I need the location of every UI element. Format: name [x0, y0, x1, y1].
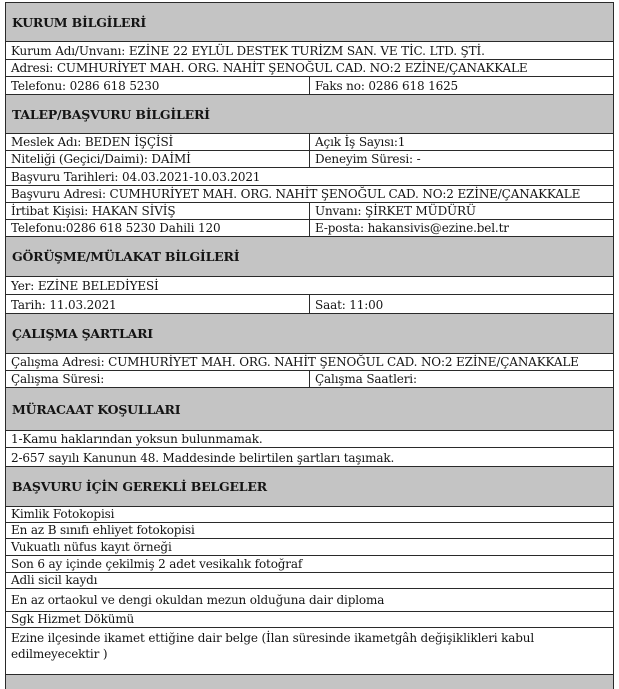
table-row	[6, 168, 613, 186]
gorusme-yer: Yer: EZİNE BELEDİYESİ	[11, 279, 159, 293]
basvuru-adresi: Başvuru Adresi: CUMHURİYET MAH. ORG. NAHİT ŞENOĞUL CAD. NO:2 EZİNE/ÇANAKKALE	[11, 187, 581, 201]
table-row	[6, 295, 613, 314]
kurum-adi: Kurum Adı/Unvanı: EZİNE 22 EYLÜL DESTEK TURİZM SAN. VE TİC. LTD. ŞTİ.	[11, 44, 485, 58]
meslek-adi: Meslek Adı: BEDEN İŞÇİSİ	[6, 134, 310, 150]
section-header-gorusme: GÖRÜŞME/MÜLAKAT BİLGİLERİ	[6, 237, 613, 277]
list-item	[6, 612, 613, 628]
belge-item: En az ortaokul ve dengi okuldan mezun olduğuna dair diploma	[11, 592, 385, 607]
table-row	[6, 220, 613, 237]
irtibat-kisisi: İrtibat Kişisi: HAKAN SİVİŞ	[6, 203, 310, 219]
list-item	[6, 523, 613, 539]
belge-item: Vukuatlı nüfus kayıt örneği	[11, 540, 172, 554]
muracaat-item: 1-Kamu haklarından yoksun bulunmamak.	[11, 432, 263, 446]
acik-is-sayisi: Açık İş Sayısı:1	[315, 135, 406, 149]
table-row	[6, 203, 613, 220]
basvuru-tarihleri: Başvuru Tarihleri: 04.03.2021-10.03.2021	[11, 170, 261, 184]
list-item	[6, 507, 613, 523]
list-item	[6, 556, 613, 573]
table-row	[6, 77, 613, 95]
gorusme-tarih: Tarih: 11.03.2021	[6, 295, 310, 313]
calisma-suresi: Çalışma Süresi:	[6, 371, 310, 387]
section-header-muracaat: MÜRACAAT KOŞULLARI	[6, 388, 613, 431]
table-row	[6, 151, 613, 168]
niteligi: Niteliği (Geçici/Daimi): DAİMİ	[6, 151, 310, 167]
talep-telefon: Telefonu:0286 618 5230 Dahili 120	[6, 220, 310, 236]
section-header-talep: TALEP/BAŞVURU BİLGİLERİ	[6, 95, 613, 134]
list-item	[6, 628, 613, 675]
belge-item: Sgk Hizmet Dökümü	[11, 612, 135, 626]
job-posting-form	[5, 2, 614, 689]
section-header-kurum: KURUM BİLGİLERİ	[6, 3, 613, 42]
calisma-saatleri: Çalışma Saatleri:	[315, 372, 417, 386]
table-row	[6, 42, 613, 60]
belge-item: Kimlik Fotokopisi	[11, 507, 115, 521]
belge-item: Ezine ilçesinde ikamet ettiğine dair belge (İlan süresinde ikametgâh değişiklikleri kabul edilmeyecektir )	[11, 631, 535, 661]
kurum-telefon: Telefonu: 0286 618 5230	[6, 77, 310, 94]
list-item	[6, 539, 613, 556]
table-row	[6, 371, 613, 388]
calisma-adresi: Çalışma Adresi: CUMHURİYET MAH. ORG. NAHİT ŞENOĞUL CAD. NO:2 EZİNE/ÇANAKKALE	[11, 355, 579, 369]
table-row	[6, 60, 613, 77]
kurum-adres: Adresi: CUMHURİYET MAH. ORG. NAHİT ŞENOĞUL CAD. NO:2 EZİNE/ÇANAKKALE	[11, 61, 528, 75]
deneyim-suresi: Deneyim Süresi: -	[315, 152, 421, 166]
table-row	[6, 354, 613, 371]
belge-item: Adli sicil kaydı	[11, 573, 98, 587]
list-item	[6, 448, 613, 467]
muracaat-item: 2-657 sayılı Kanunun 48. Maddesinde belirtilen şartları taşımak.	[11, 451, 395, 465]
next-section-header-partial	[6, 675, 613, 689]
list-item	[6, 431, 613, 448]
unvan: Unvanı: ŞİRKET MÜDÜRÜ	[315, 204, 476, 218]
table-row	[6, 134, 613, 151]
section-header-belgeler: BAŞVURU İÇİN GEREKLİ BELGELER	[6, 467, 613, 507]
belge-item: En az B sınıfı ehliyet fotokopisi	[11, 523, 195, 537]
kurum-faks: Faks no: 0286 618 1625	[315, 79, 459, 93]
list-item	[6, 573, 613, 589]
list-item	[6, 589, 613, 612]
table-row	[6, 186, 613, 203]
section-header-calisma: ÇALIŞMA ŞARTLARI	[6, 314, 613, 354]
table-row	[6, 277, 613, 295]
belge-item: Son 6 ay içinde çekilmiş 2 adet vesikalık fotoğraf	[11, 557, 303, 571]
gorusme-saat: Saat: 11:00	[315, 298, 384, 312]
eposta: E-posta: hakansivis@ezine.bel.tr	[315, 221, 509, 235]
